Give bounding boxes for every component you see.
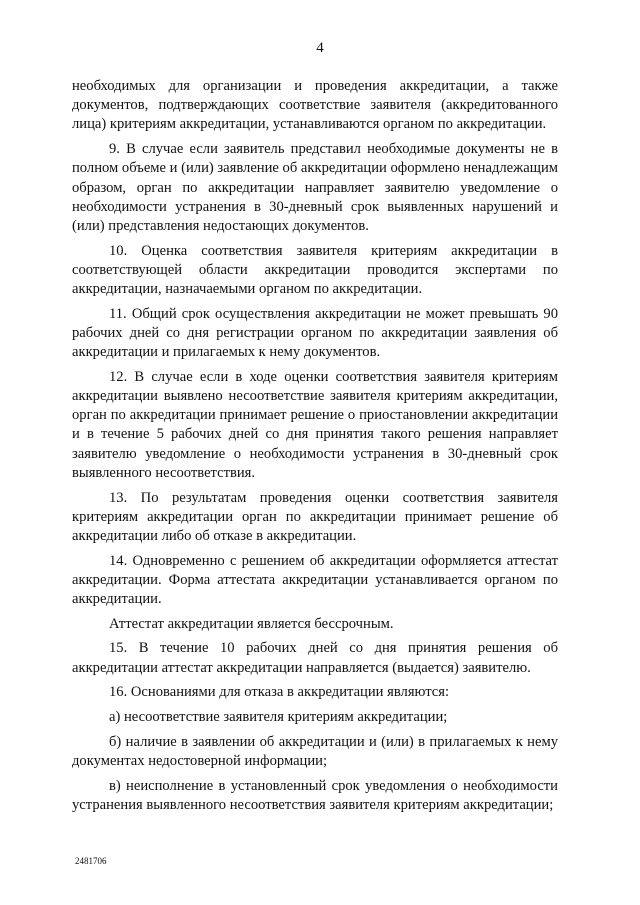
paragraph-15: 15. В течение 10 рабочих дней со дня принятия решения об аккредитации аттестат аккредитации направляется (выдается) заявителю. — [72, 640, 558, 676]
paragraph-attestat: Аттестат аккредитации является бессрочным. — [109, 615, 394, 632]
paragraph-12: 12. В случае если в ходе оценки соответствия заявителя критериям аккредитации выявлено несоответствие заявителя критериям аккредитации, орган по аккредитации принимает решение о приостановлении аккредитации и в течение 5 рабочих дней со дня принятия такого решения направляет заявителю уведомление о необходимости устранения в 30-дневный срок выявленного несоответствия. — [72, 368, 558, 481]
list-item-b: б) наличие в заявлении об аккредитации и (или) в прилагаемых к нему документах недостоверной информации; — [72, 733, 558, 769]
paragraph-16: 16. Основаниями для отказа в аккредитации являются: — [109, 684, 450, 701]
paragraph-13: 13. По результатам проведения оценки соответствия заявителя критериям аккредитации орган по аккредитации принимает решение об аккредитации либо об отказе в аккредитации. — [72, 489, 558, 544]
paragraph-11: 11. Общий срок осуществления аккредитации не может превышать 90 рабочих дней со дня регистрации органом по аккредитации заявления об аккредитации и прилагаемых к нему документов. — [72, 305, 558, 361]
paragraph-continuation: необходимых для организации и проведения аккредитации, а также документов, подтверждающих соответствие заявителя (аккредитованного лица) критериям аккредитации, устанавливаются органом по аккредитации. — [72, 78, 558, 133]
paragraph-10: 10. Оценка соответствия заявителя критериям аккредитации в соответствующей области аккредитации проводится экспертами по аккредитации, назначаемыми органом по аккредитации. — [72, 242, 558, 298]
document-code: 2481706 — [75, 856, 107, 866]
page-number: 4 — [316, 40, 324, 56]
paragraph-14: 14. Одновременно с решением об аккредитации оформляется аттестат аккредитации. Форма аттестата аккредитации устанавливается органом по аккредитации. — [72, 552, 558, 608]
paragraph-9: 9. В случае если заявитель представил необходимые документы не в полном объеме и (или) заявление об аккредитации оформлено ненадлежащим образом, орган по аккредитации направляет заявителю уведомление о необходимости устранения в 30-дневный срок выявленных нарушений и (или) представления недостающих документов. — [72, 141, 558, 234]
document-body — [72, 77, 558, 815]
list-item-a: а) несоответствие заявителя критериям аккредитации; — [109, 709, 448, 726]
list-item-v: в) неисполнение в установленный срок уведомления о необходимости устранения выявленного несоответствия заявителя критериям аккредитации; — [72, 777, 558, 813]
